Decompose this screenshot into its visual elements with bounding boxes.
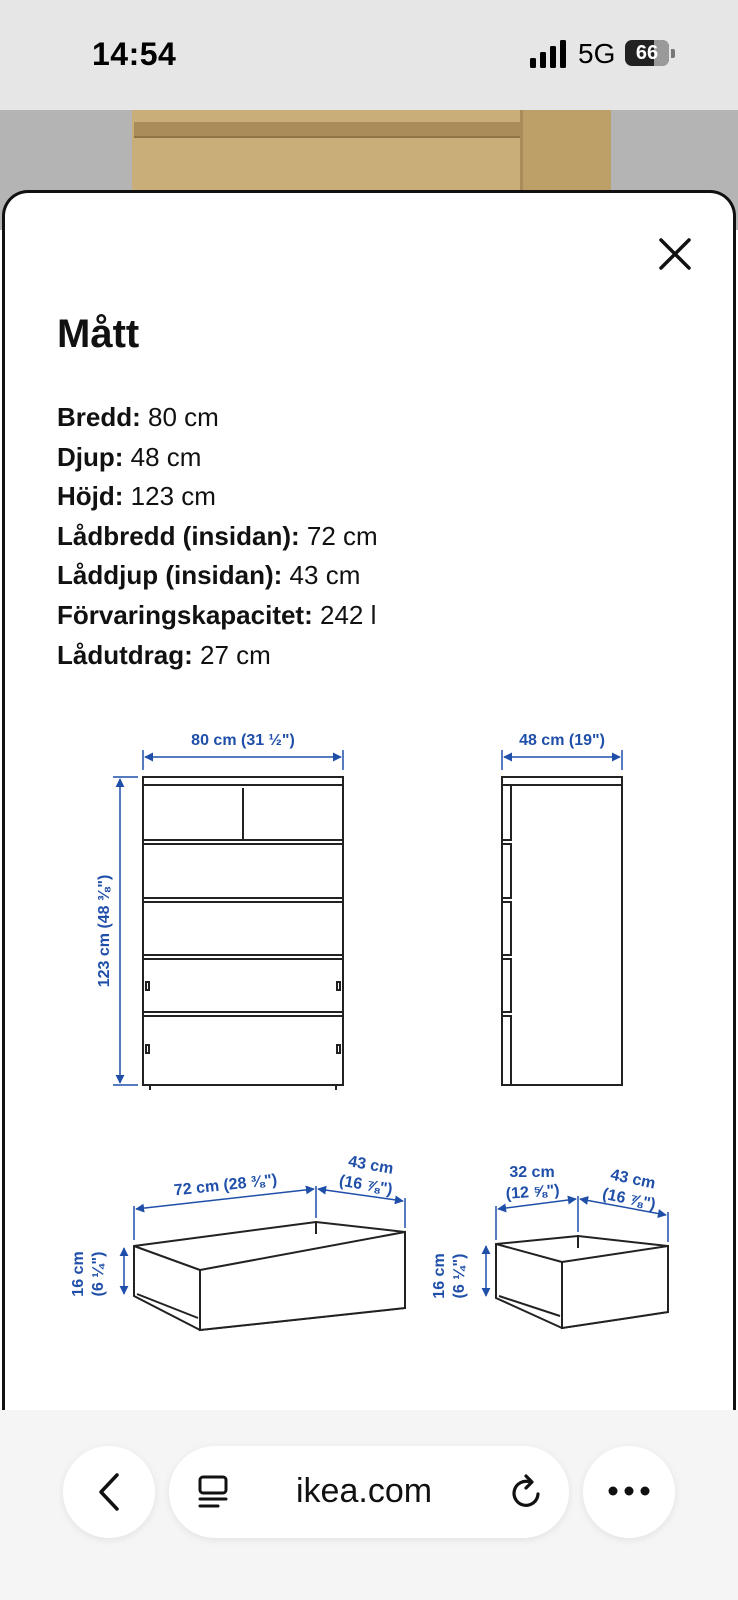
more-options-icon: [607, 1484, 651, 1498]
small-drawer-depth-label-2: (16 ⅞"): [600, 1185, 658, 1214]
large-drawer-width-label: 72 cm (28 ⅜"): [173, 1171, 278, 1200]
small-drawer-height-label-1: 16 cm: [431, 1253, 448, 1299]
large-drawer-depth-label-1: 43 cm: [346, 1153, 395, 1178]
network-label: 5G: [578, 38, 616, 69]
spec-row-height: Höjd: 123 cm: [57, 481, 216, 512]
battery-icon: [625, 40, 675, 68]
spec-list: [57, 398, 378, 675]
spec-row-width: Bredd: 80 cm: [57, 402, 219, 432]
side-depth-label: 48 cm (19"): [519, 732, 605, 749]
reload-icon[interactable]: [508, 1472, 546, 1512]
close-icon[interactable]: [655, 234, 695, 274]
signal-icon: [530, 40, 570, 68]
spec-row-drawer-width: Lådbredd (insidan): 72 cm: [57, 520, 378, 551]
large-drawer-drawing: [134, 1222, 405, 1330]
front-width-label: 80 cm (31 ½"): [191, 732, 295, 749]
status-time: 14:54: [92, 36, 177, 72]
spec-row-depth: Djup: 48 cm: [57, 441, 202, 472]
dimension-diagram: [0, 700, 738, 1340]
spec-row-storage-capacity: Förvaringskapacitet: 242 l: [57, 599, 377, 630]
url-text[interactable]: ikea.com: [296, 1472, 433, 1510]
sheet-title: Mått: [57, 312, 140, 356]
small-drawer-width-label-1: 32 cm: [509, 1164, 555, 1181]
front-height-label: 123 cm (48 ⅜"): [96, 874, 113, 988]
small-drawer-depth-label-1: 43 cm: [608, 1166, 657, 1193]
spec-row-drawer-depth: Låddjup (insidan): 43 cm: [57, 560, 361, 591]
spec-row-drawer-extension: Lådutdrag: 27 cm: [57, 639, 271, 670]
large-drawer-depth-label-2: (16 ⅞"): [337, 1172, 394, 1199]
side-view-drawing: [502, 777, 622, 1085]
large-drawer-height-label-1: 16 cm: [70, 1251, 87, 1297]
status-bar: [0, 0, 738, 110]
small-drawer-width-label-2: (12 ⅝"): [505, 1182, 561, 1203]
page-menu-icon[interactable]: [196, 1474, 232, 1510]
front-view-drawing: [143, 777, 343, 1090]
chevron-left-icon: [91, 1472, 127, 1512]
battery-level: 66: [635, 42, 659, 64]
small-drawer-drawing: [496, 1236, 668, 1328]
small-drawer-height-label-2: (6 ¼"): [451, 1253, 468, 1299]
large-drawer-height-label-2: (6 ¼"): [90, 1251, 107, 1297]
